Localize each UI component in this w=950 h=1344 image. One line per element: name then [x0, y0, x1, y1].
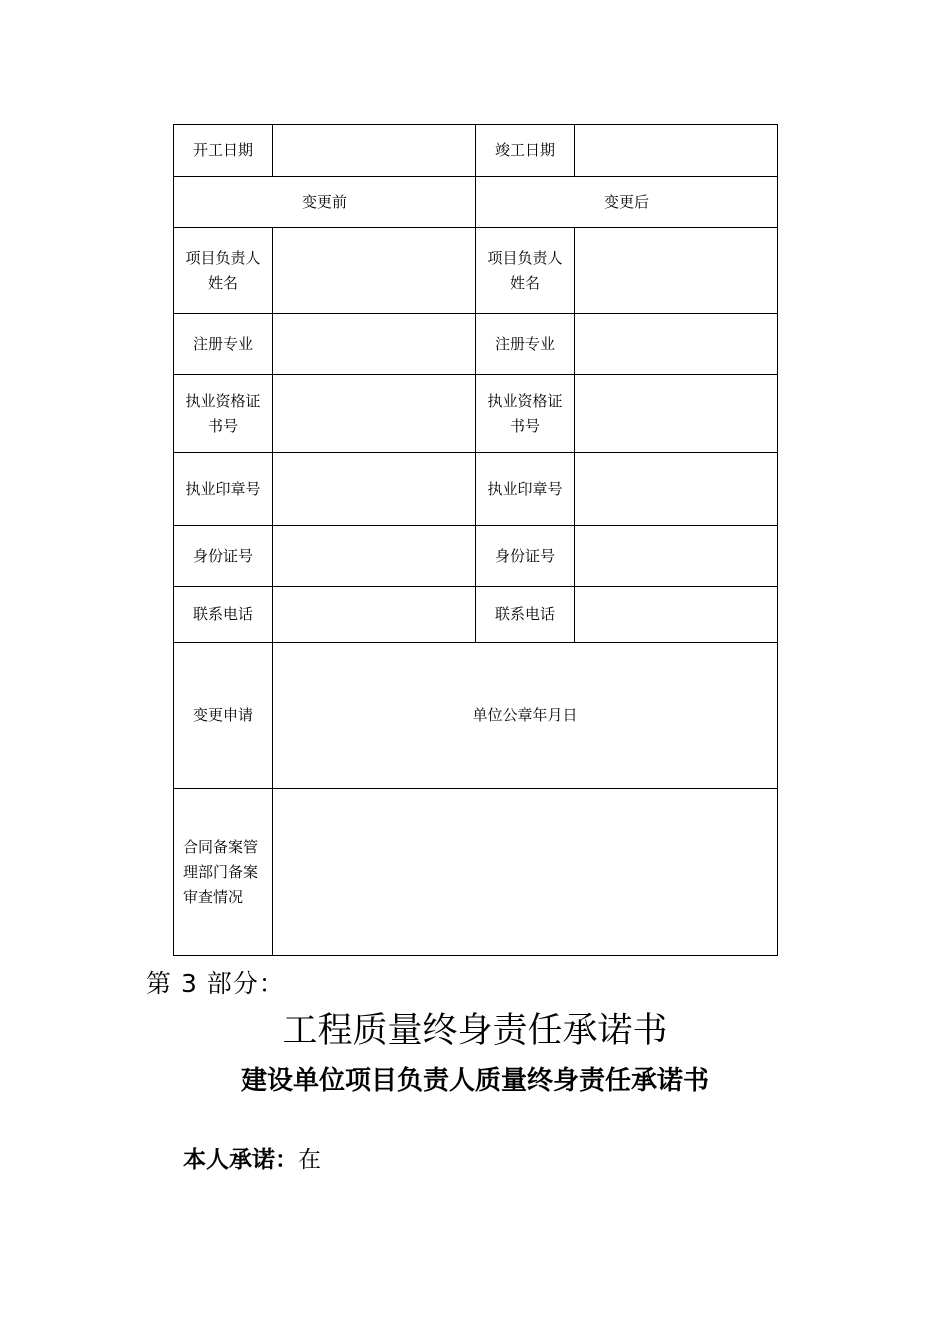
project-manager-change-table: [173, 124, 778, 956]
row-label-before: 项目负责人姓名: [174, 228, 273, 314]
table-row: [174, 587, 778, 643]
promise-paragraph: [183, 1143, 321, 1177]
start-date-label: 开工日期: [174, 125, 273, 177]
table-row: [174, 228, 778, 314]
row-value-after[interactable]: [575, 314, 778, 375]
row-value-after[interactable]: [575, 375, 778, 453]
change-request-row: [174, 643, 778, 789]
header-row: [174, 177, 778, 228]
row-label-before: 注册专业: [174, 314, 273, 375]
filing-review-row: [174, 789, 778, 956]
promise-text: 在: [298, 1147, 321, 1173]
row-value-before[interactable]: [273, 375, 476, 453]
promise-lead: 本人承诺：: [183, 1146, 298, 1173]
change-request-label: 变更申请: [174, 643, 273, 789]
change-request-content: 单位公章年月日: [273, 643, 778, 789]
row-value-before[interactable]: [273, 587, 476, 643]
table-row: [174, 526, 778, 587]
after-change-header: 变更后: [476, 177, 778, 228]
row-label-after: 注册专业: [476, 314, 575, 375]
row-label-after: 执业资格证书号: [476, 375, 575, 453]
date-row: [174, 125, 778, 177]
row-value-before[interactable]: [273, 453, 476, 526]
row-label-before: 联系电话: [174, 587, 273, 643]
row-value-after[interactable]: [575, 587, 778, 643]
completion-date-label: 竣工日期: [476, 125, 575, 177]
row-label-before: 身份证号: [174, 526, 273, 587]
table-row: [174, 314, 778, 375]
main-title: 工程质量终身责任承诺书: [282, 1011, 668, 1051]
row-value-before[interactable]: [273, 526, 476, 587]
table-row: [174, 453, 778, 526]
row-value-after[interactable]: [575, 526, 778, 587]
before-change-header: 变更前: [174, 177, 476, 228]
sub-title: 建设单位项目负责人质量终身责任承诺书: [240, 1066, 709, 1096]
row-value-before[interactable]: [273, 228, 476, 314]
row-value-after[interactable]: [575, 228, 778, 314]
start-date-value[interactable]: [273, 125, 476, 177]
filing-review-label: 合同备案管理部门备案审查情况: [174, 789, 273, 956]
completion-date-value[interactable]: [575, 125, 778, 177]
row-value-before[interactable]: [273, 314, 476, 375]
filing-review-content[interactable]: [273, 789, 778, 956]
row-label-after: 身份证号: [476, 526, 575, 587]
row-value-after[interactable]: [575, 453, 778, 526]
row-label-before: 执业印章号: [174, 453, 273, 526]
table-row: [174, 375, 778, 453]
row-label-after: 联系电话: [476, 587, 575, 643]
row-label-after: 项目负责人姓名: [476, 228, 575, 314]
row-label-before: 执业资格证书号: [174, 375, 273, 453]
row-label-after: 执业印章号: [476, 453, 575, 526]
part-heading: 第 3 部分：: [146, 969, 285, 998]
